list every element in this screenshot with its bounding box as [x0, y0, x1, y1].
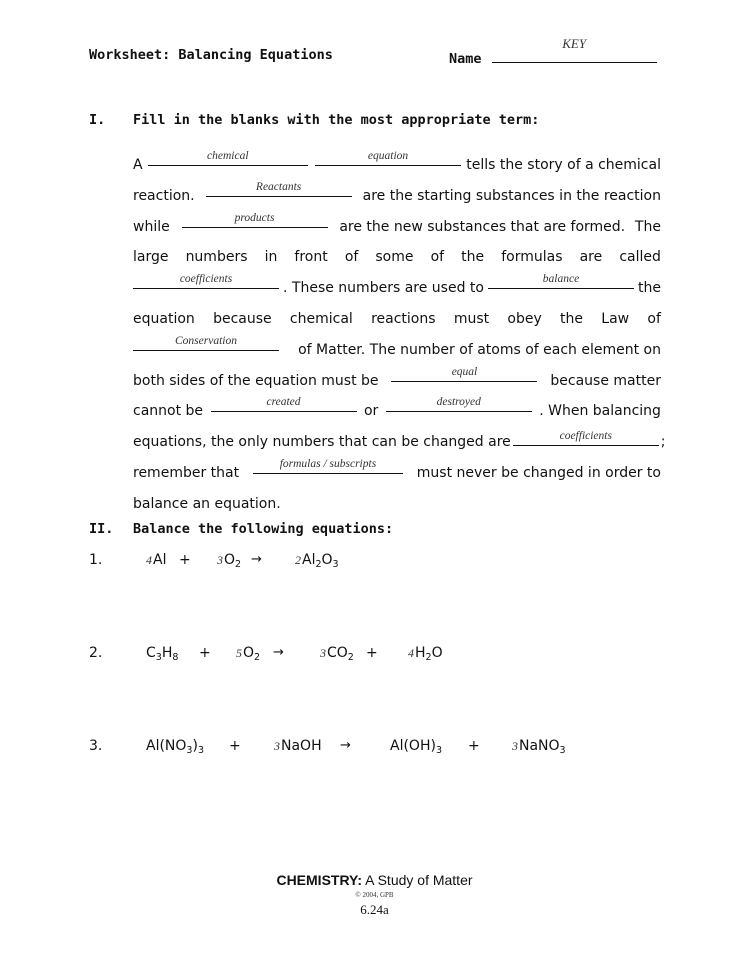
equation-3-plus-1: +	[229, 738, 241, 754]
equation-3-number: 3.	[89, 738, 103, 754]
equation-2-term-4: $4H_2O$	[408, 645, 443, 663]
blank-created: created	[211, 396, 357, 412]
equation-2-plus-2: +	[366, 645, 378, 661]
equation-3-arrow-icon: →	[340, 738, 351, 753]
blank-equal: equal	[391, 366, 537, 382]
para-line-7: Conservation of Matter. The number of atoms of each element on	[133, 335, 661, 366]
section-2-number: II.	[89, 521, 114, 537]
equation-2-term-2: $5O_2$	[236, 645, 261, 663]
equation-2-plus-1: +	[199, 645, 211, 661]
fill-in-paragraph	[133, 150, 666, 520]
blank-balance: balance	[488, 273, 634, 289]
para-line-2: reaction. Reactants are the starting substances in the reaction	[133, 180, 661, 204]
worksheet-title: Worksheet: Balancing Equations	[89, 47, 333, 63]
equation-3-plus-2: +	[468, 738, 480, 754]
name-field	[449, 36, 659, 67]
para-line-9: cannot be created or destroyed . When balancing	[133, 396, 661, 420]
equation-1-number: 1.	[89, 552, 103, 568]
para-line-10: equations, the only numbers that can be changed are coefficients ;	[133, 430, 666, 451]
section-1-title: Fill in the blanks with the most appropriate term:	[133, 112, 540, 128]
footer-brand: CHEMISTRY: A Study of Matter	[276, 872, 473, 888]
blank-chemical: chemical	[148, 150, 308, 166]
name-label: Name	[449, 51, 482, 67]
equation-1-arrow-icon: →	[251, 552, 262, 567]
equation-3-term-4: 3NaNO$_3$	[512, 738, 566, 756]
name-blank	[492, 36, 657, 63]
blank-reactants: Reactants	[206, 181, 352, 197]
equation-2-arrow-icon: →	[273, 645, 284, 660]
para-line-6: equation because chemical reactions must obey the Law of	[133, 310, 661, 327]
blank-products: products	[182, 212, 328, 228]
equation-1-plus: +	[179, 552, 191, 568]
para-line-1: A chemical equation tells the story of a chemical	[133, 150, 661, 173]
equation-2-term-1: $C_3H_8$	[146, 645, 179, 663]
equation-3-term-2: 3NaOH	[274, 738, 322, 754]
para-line-5: coefficients . These numbers are used to balance the	[133, 273, 661, 304]
name-value: KEY	[562, 36, 587, 51]
footer-copyright: © 2004, GPB	[355, 891, 394, 899]
blank-formulas-subscripts: formulas / subscripts	[253, 458, 403, 474]
equation-3-term-1: $Al(NO_3)_3$	[146, 738, 204, 756]
blank-coefficients: coefficients	[133, 273, 279, 289]
para-line-4: large numbers in front of some of the formulas are called	[133, 249, 661, 266]
para-line-11: remember that formulas / subscripts must never be changed in order to	[133, 457, 661, 481]
para-line-3: while products are the new substances that are formed. The	[133, 211, 661, 235]
equation-2-number: 2.	[89, 645, 103, 661]
blank-coefficients-2: coefficients	[513, 430, 659, 446]
blank-conservation: Conservation	[133, 335, 279, 351]
section-2-title: Balance the following equations:	[133, 521, 394, 537]
footer-page-number: 6.24a	[360, 902, 389, 917]
section-1-number: I.	[89, 112, 106, 128]
para-line-8: both sides of the equation must be equal because matter	[133, 365, 661, 389]
blank-equation: equation	[315, 150, 461, 166]
equation-1-term-2: $3O_2$	[217, 552, 242, 570]
equation-1-term-1: 4Al	[146, 552, 167, 568]
blank-destroyed: destroyed	[386, 396, 532, 412]
equation-3-term-3: $Al(OH)_3$	[390, 738, 442, 756]
para-line-12: balance an equation.	[133, 495, 281, 512]
equation-2-term-3: $3CO_2$	[320, 645, 354, 663]
equation-1-term-3: $2Al_2O_3$	[295, 552, 339, 570]
